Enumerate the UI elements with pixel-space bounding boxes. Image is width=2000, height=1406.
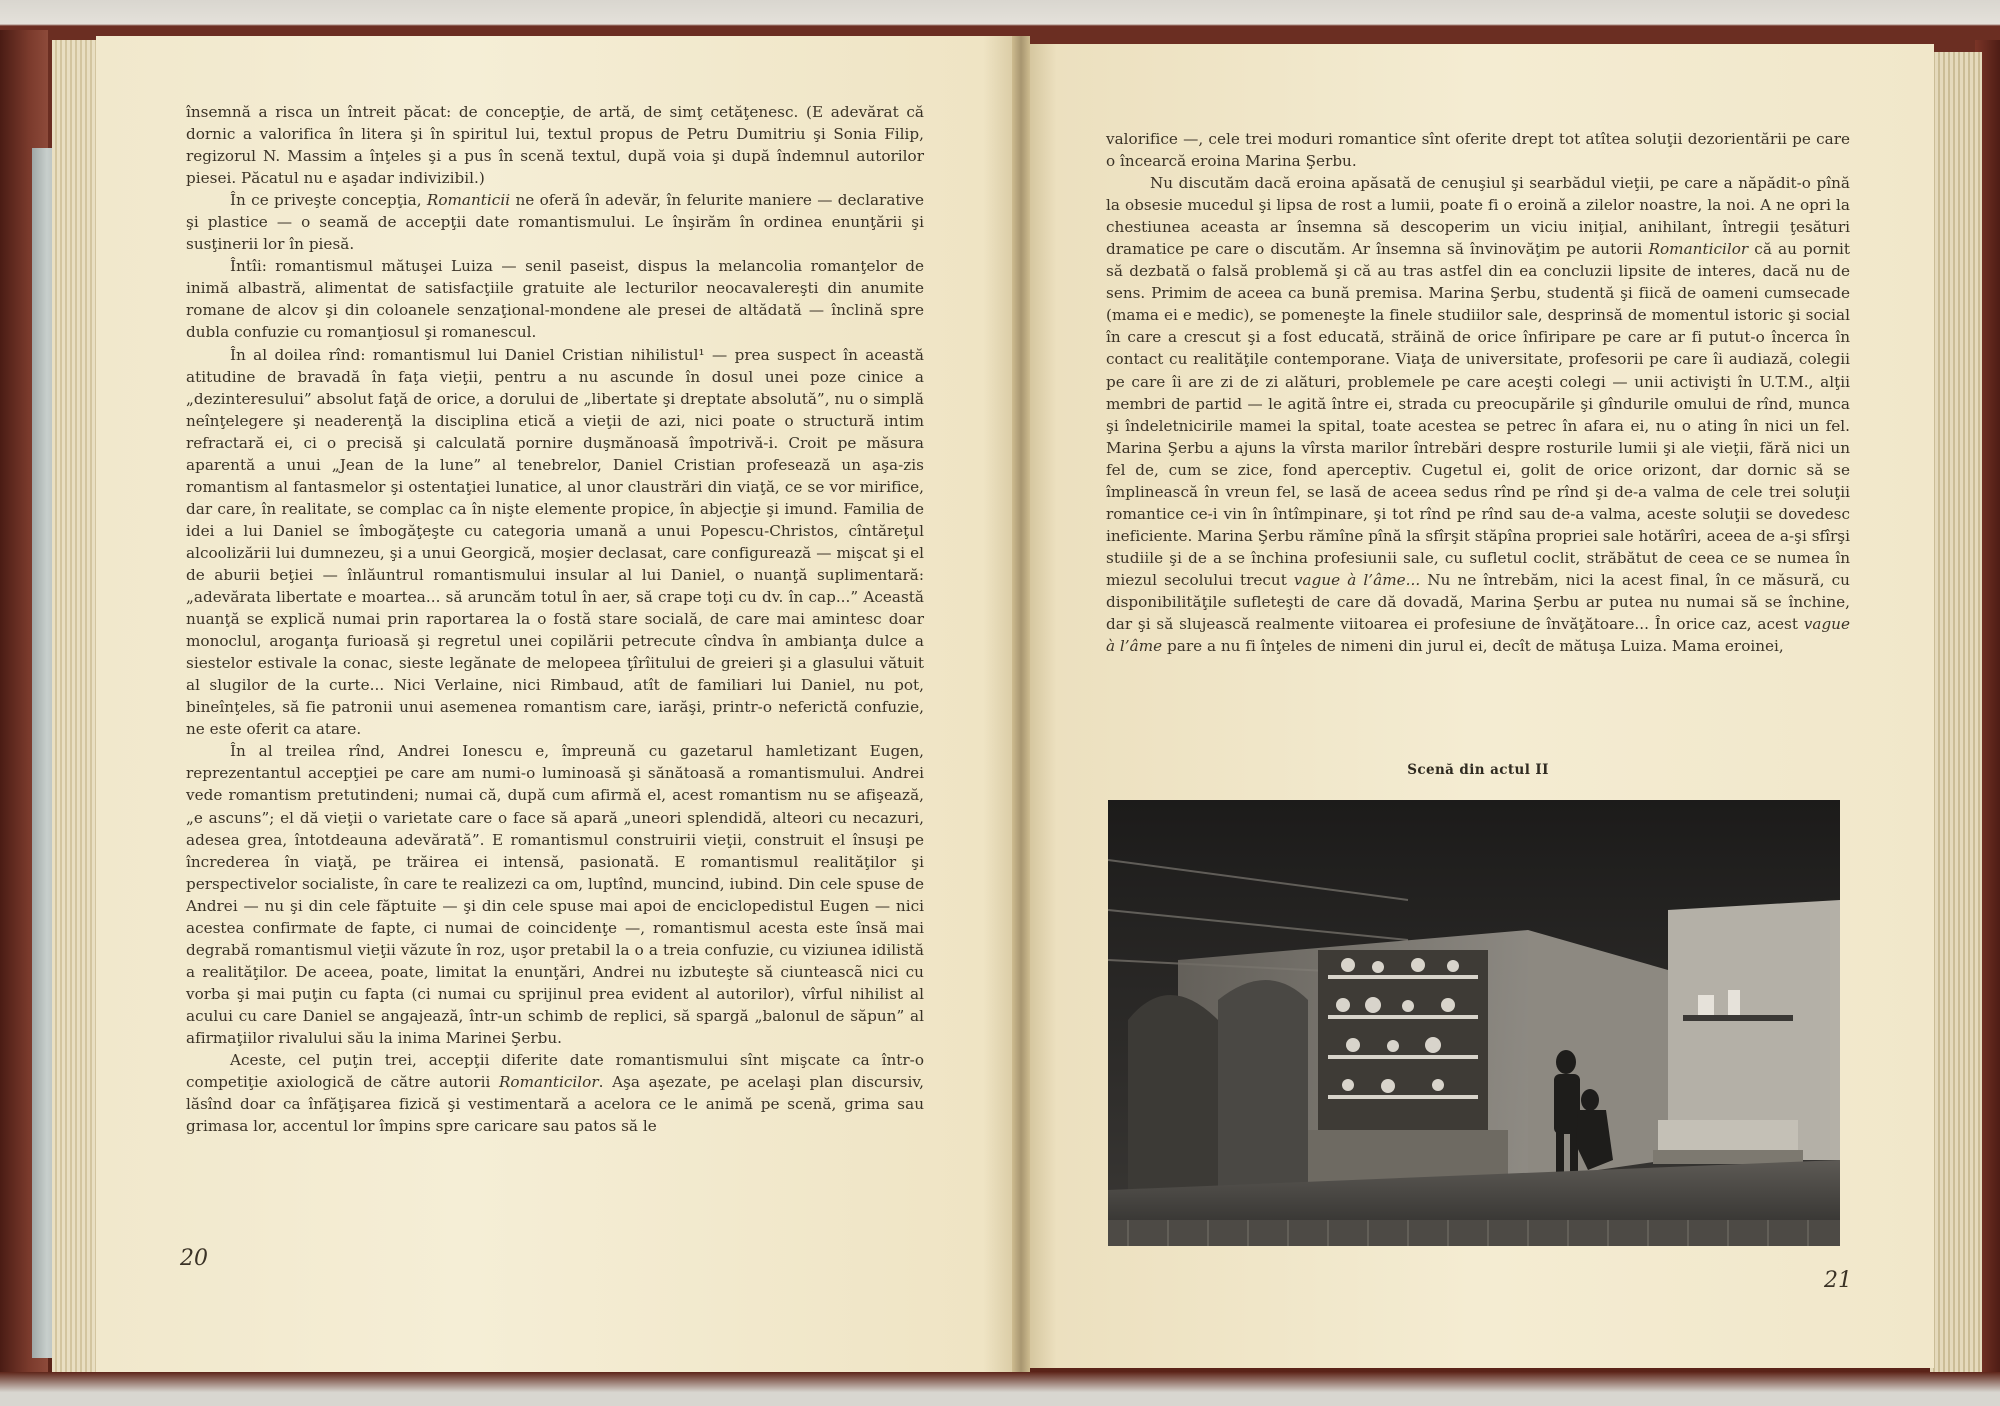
italic-title: Romanticilor	[498, 1073, 599, 1092]
left_page-paragraph: În al doilea rînd: romantismul lui Daniel Cristian nihilistul¹ — prea suspect în această atitudine de bravadă în faţa vieţii, pentru a nu ascunde în dosul unei poze cinice a „dezinteresului” absolut faţă de orice, a dorului de „libertate şi dreptate absolută”, nu o simplă neînţelegere şi neaderenţă la disciplina etică a vieţii de azi, nici poate o structură intim refractară ei, ci o precisă şi calculată pornire duşmănoasă împotrivă-i. Croit pe măsura aparentă a unui „Jean de la lune” al tenebrelor, Daniel Cristian profesează un aşa-zis romantism al fantasmelor şi ostentaţiei lunatice, al unor claustrări din viaţă, ce se vor mirifice, dar care, în realitate, se complac ca în nişte elemente propice, în abjecţie şi imund. Familia de idei a lui Daniel se îmbogăţeşte cu categoria umană a unui Popescu-Christos, cîntăreţul alcoolizării lui dumnezeu, şi a unui Georgică, moşier declasat, care configurează — mişcat şi el de aburii beţiei — înlăuntrul romantismului insular al lui Daniel, o nuanţă suplimentară: „adevărata libertate e moartea... să aruncăm totul în aer, să crape toţi cu dv. în cap...” Această nuanţă se explică numai prin raportarea la o fostă stare socială, de care mai amintesc doar monoclul, aroganţa furioasă şi regretul unei copilării petrecute cîndva în ambianţa dulce a siestelor estivale la conac, sieste legănate de melopeea ţîrîitului de greieri şi a glasului vătuit al slugilor de la curte... Nici Verlaine, nici Rimbaud, atît de familiari lui Daniel, nu pot, bineînţeles, să fie patronii unui asemenea romantism care, iarăşi, printr-o neferictă confuzie, ne este oferit ca atare.	[186, 345, 924, 739]
page-number-right: 21	[1824, 1268, 1852, 1293]
page-stack-right	[1930, 52, 1982, 1372]
page-stack-left	[52, 40, 98, 1375]
right-page-text	[1106, 128, 1850, 657]
right_page-paragraph: valorifice —, cele trei moduri romantice sînt oferite drept tot atîtea soluţii dezorientării pe care o încearcă eroina Marina Şerbu.	[1106, 130, 1850, 171]
left_page-paragraph: În ce priveşte concepţia, Romanticii ne oferă în adevăr, în felurite maniere — declarative şi plastice — o seamă de accepţii date romantismului. Le înşirăm în ordinea enunţării şi susţinerii lor în piesă.	[186, 191, 924, 254]
left-page-text	[186, 101, 924, 1137]
scan-bottom-edge	[0, 1372, 2000, 1406]
italic-title: vague à l’âme...	[1293, 570, 1421, 589]
italic-title: vague à l’âme	[1106, 615, 1850, 656]
right_page-paragraph: Nu discutăm dacă eroina apăsată de cenuşiul şi searbădul vieţii, pe care a năpădit-o pînă la obsesie mucedul şi lipsa de rost a lumii, poate fi o eroină a zilelor noastre, la noi. A ne opri la chestiunea aceasta ar însemna să descoperim un viciu iniţial, anihilant, întregii ţesături dramatice pe care o discutăm. Ar însemna să învinovăţim pe autorii Romanticilor că au pornit să dezbată o falsă problemă şi că au tras astfel din ea concluzii lipsite de interes, dacă nu de sens. Primim de aceea ca bună premisa. Marina Şerbu, studentă şi fiică de oameni cumsecade (mama ei e medic), se pomeneşte la finele studiilor sale, desprinsă de momentul istoric şi social în care a crescut şi a fost educată, străină de orice înfiripare pe care ar fi putut-o încerca în contact cu realităţile contemporane. Viaţa de universitate, profesorii pe care îi audiază, colegii pe care îi are zi de zi alături, problemele pe care aceşti colegi — unii activişti în U.T.M., alţii membri de partid — le agită între ei, strada cu preocupările şi gîndurile omului de rînd, munca şi îndeletnicirile mamei la spital, toate acestea se petrec în afara ei, nu o ating în nici un fel. Marina Şerbu a ajuns la vîrsta marilor întrebări despre rosturile lumii şi ale vieţii, fără nici un fel de, cum se zice, fond aperceptiv. Cugetul ei, golit de orice orizont, dar dornic să se împlinească în vreun fel, se lasă de aceea sedus rînd pe rînd şi de-a valma de cele trei soluţii romantice ce-i vin în întîmpinare, şi tot rînd pe rînd sau de-a valma, aceste soluţii se dovedesc ineficiente. Marina Şerbu rămîne pînă la sfîrşit stăpîna propriei sale hotărîri, aceea de a-şi sfîrşi studiile şi de a se închina profesiunii sale, cu sufletul coclit, străbătut de ceea ce se numea în miezul secolului trecut vague à l’âme... Nu ne întrebăm, nici la acest final, în ce măsură, cu disponibilităţile sufleteşti de care dă dovadă, Marina Şerbu ar putea nu numai să se închine, dar şi să slujească realmente viitoarea ei profesiune de învăţătoare... În orice caz, acest vague à l’âme pare a nu fi înţeles de nimeni din jurul ei, decît de mătuşa Luiza. Mama eroinei,	[1106, 174, 1850, 656]
left_page-paragraph: În al treilea rînd, Andrei Ionescu e, împreună cu gazetarul hamletizant Eugen, reprezentantul accepţiei pe care am numi-o luminoasă şi sănătoasă a romantismului. Andrei vede romantism pretutindeni; numai că, după cum afirmă el, acest romantism nu se afişează, „e ascuns”; el dă vieţii o varietate care o face să apară „uneori splendidă, alteori cu necazuri, adesea grea, întotdeauna adevărată”. E romantismul construirii vieţii, construit el însuşi pe încrederea în viaţă, pe trăirea ei intensă, pasionată. E romantismul realităţilor şi perspectivelor socialiste, în care te realizezi ca om, luptînd, muncind, iubind. Din cele spuse de Andrei — nu şi din cele făptuite — şi din cele spuse mai apoi de enciclopedistul Eugen — nici acestea confirmate de fapte, ci numai de coincidenţe —, romantismul acesta este însă mai degrabă romantismul vieţii văzute în roz, uşor pretabil la o a treia confuzie, cu viziunea idilistă a realităţilor. De aceea, poate, limitat la enunţări, Andrei nu izbuteşte să ciunteascã nici cu vorba şi mai puţin cu fapta (ci numai cu sprijinul prea evident al autorilor), vîrful nihilist al acului cu care Daniel se angajează, într-un schimb de replici, să spargă „balonul de săpun” al afirmaţiilor rivalului său la inima Marinei Şerbu.	[186, 742, 924, 1047]
stage-scene-image	[1108, 800, 1840, 1246]
left_page-paragraph: Întîi: romantismul mătuşei Luiza — senil paseist, dispus la melancolia romanţelor de inimă albastră, alimentat de satisfacţiile gratuite ale lecturilor neocavalereşti din anumite romane de alcov şi din coloanele senzaţional-mondene ale presei de altădată — înclină spre dubla confuzie cu romanţiosul şi romanescul.	[186, 257, 924, 342]
italic-title: Romanticii	[426, 191, 511, 210]
left_page-paragraph: Aceste, cel puţin trei, accepţii diferite date romantismului sînt mişcate ca într-o competiţie axiologică de către autorii Romanticilor. Aşa aşezate, pe acelaşi plan discursiv, lăsînd doar ca înfăţişarea fizică şi vestimentară a acelora ce le animă pe scenă, grima sau grimasa lor, accentul lor împins spre caricare sau patos să le	[186, 1051, 925, 1136]
photo-caption: Scenă din actul II	[1407, 762, 1549, 778]
book-gutter	[1012, 36, 1030, 1372]
page-number-left: 20	[180, 1246, 208, 1271]
left_page-paragraph: însemnă a risca un întreit păcat: de concepţie, de artă, de simţ cetăţenesc. (E adevărat că dornic a valorifica în litera şi în spiritul lui, textul propus de Petru Dumitriu şi Sonia Filip, regizorul N. Massim a înţeles şi a pus în scenă textul, după voia şi după îndemnul autorilor piesei. Păcatul nu e aşadar indivizibil.)	[186, 103, 924, 188]
italic-title: Romanticilor	[1648, 240, 1749, 259]
stage-photo	[1108, 800, 1840, 1246]
